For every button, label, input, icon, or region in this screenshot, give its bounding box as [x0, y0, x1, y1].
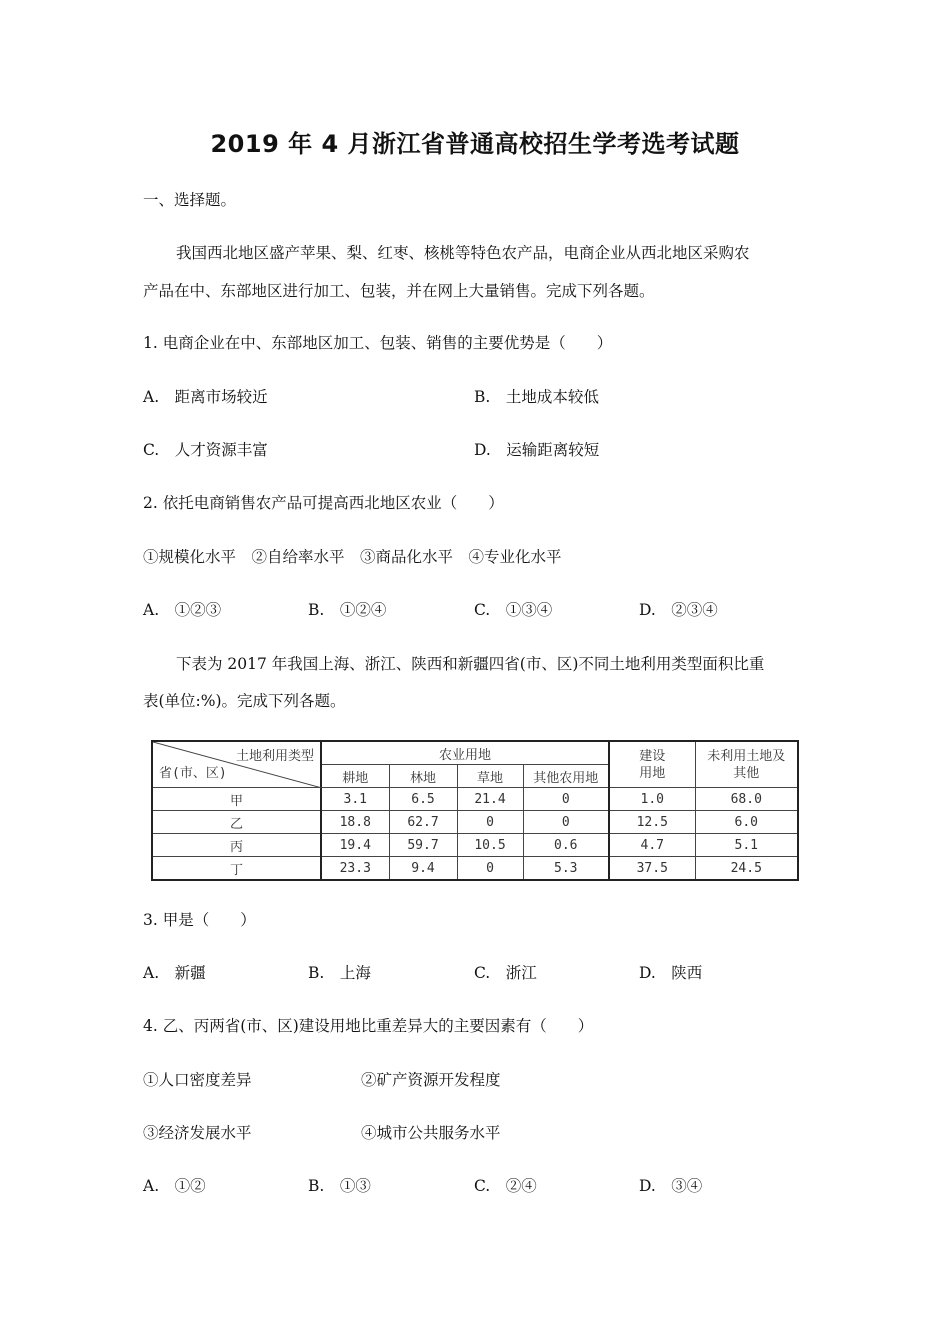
passage2-line1: 下表为 2017 年我国上海、浙江、陕西和新疆四省(市、区)不同土地利用类型面积比重 [176, 655, 765, 673]
table-row [152, 834, 798, 857]
cell-value: 59.7 [389, 834, 457, 857]
header-cultivated: 耕地 [321, 765, 389, 788]
header-grass: 草地 [457, 765, 523, 788]
table-corner-header [152, 741, 321, 788]
q2-option-d[interactable]: D. ②③④ [639, 601, 718, 619]
q3-option-d[interactable]: D. 陕西 [639, 964, 703, 982]
q4-option-c[interactable]: C. ②④ [474, 1177, 537, 1195]
cell-value: 5.1 [695, 834, 798, 857]
q2-stem: 2. 依托电商销售农产品可提高西北地区农业（ ） [143, 494, 504, 512]
q1-option-b[interactable]: B. 土地成本较低 [474, 388, 599, 406]
passage1-line1: 我国西北地区盛产苹果、梨、红枣、核桃等特色农产品，电商企业从西北地区采购农 [176, 244, 750, 262]
row-name: 丁 [152, 857, 321, 881]
corner-top-label: 土地利用类型 [235, 749, 314, 764]
row-name: 丙 [152, 834, 321, 857]
cell-value: 6.5 [389, 788, 457, 811]
q2-items: ①规模化水平 ②自给率水平 ③商品化水平 ④专业化水平 [143, 548, 562, 566]
q4-item-1: ①人口密度差异 [143, 1071, 252, 1089]
q4-option-a[interactable]: A. ①② [143, 1177, 206, 1195]
corner-bottom-label: 省(市、区) [159, 766, 227, 781]
cell-value: 0 [457, 857, 523, 881]
q4-option-b[interactable]: B. ①③ [308, 1177, 371, 1195]
table-row [152, 857, 798, 881]
table-row [152, 788, 798, 811]
page-title: 2019 年 4 月浙江省普通高校招生学考选考试题 [210, 130, 740, 158]
cell-value: 37.5 [609, 857, 695, 881]
header-build-text: 建设用地 [639, 748, 666, 781]
cell-value: 0 [457, 811, 523, 834]
cell-value: 18.8 [321, 811, 389, 834]
q4-option-d[interactable]: D. ③④ [639, 1177, 703, 1195]
cell-value: 23.3 [321, 857, 389, 881]
q2-option-b[interactable]: B. ①②④ [308, 601, 387, 619]
cell-value: 6.0 [695, 811, 798, 834]
table-row [152, 811, 798, 834]
q3-stem: 3. 甲是（ ） [143, 911, 256, 929]
q1-option-c[interactable]: C. 人才资源丰富 [143, 441, 268, 459]
q2-option-c[interactable]: C. ①③④ [474, 601, 553, 619]
q4-item-3: ③经济发展水平 [143, 1124, 252, 1142]
passage2-line2: 表(单位:%)。完成下列各题。 [143, 692, 346, 710]
land-use-table [151, 740, 799, 881]
q4-stem: 4. 乙、丙两省(市、区)建设用地比重差异大的主要因素有（ ） [143, 1017, 594, 1035]
header-forest: 林地 [389, 765, 457, 788]
header-unused-text: 未利用土地及其他 [707, 748, 786, 781]
cell-value: 68.0 [695, 788, 798, 811]
q3-option-b[interactable]: B. 上海 [308, 964, 371, 982]
section-heading: 一、选择题。 [143, 191, 237, 209]
q2-option-a[interactable]: A. ①②③ [143, 601, 222, 619]
q3-option-a[interactable]: A. 新疆 [143, 964, 206, 982]
row-name: 甲 [152, 788, 321, 811]
cell-value: 21.4 [457, 788, 523, 811]
cell-value: 10.5 [457, 834, 523, 857]
cell-value: 12.5 [609, 811, 695, 834]
header-other-agri: 其他农用地 [523, 765, 609, 788]
q4-item-4: ④城市公共服务水平 [361, 1124, 501, 1142]
q1-option-d[interactable]: D. 运输距离较短 [474, 441, 600, 459]
q3-option-c[interactable]: C. 浙江 [474, 964, 537, 982]
cell-value: 3.1 [321, 788, 389, 811]
cell-value: 0 [523, 788, 609, 811]
cell-value: 24.5 [695, 857, 798, 881]
passage1-line2: 产品在中、东部地区进行加工、包装，并在网上大量销售。完成下列各题。 [143, 282, 655, 300]
cell-value: 4.7 [609, 834, 695, 857]
cell-value: 9.4 [389, 857, 457, 881]
cell-value: 0 [523, 811, 609, 834]
cell-value: 19.4 [321, 834, 389, 857]
cell-value: 5.3 [523, 857, 609, 881]
header-build [609, 741, 695, 788]
q4-item-2: ②矿产资源开发程度 [361, 1071, 501, 1089]
cell-value: 1.0 [609, 788, 695, 811]
q1-stem: 1. 电商企业在中、东部地区加工、包装、销售的主要优势是（ ） [143, 334, 613, 352]
header-agri-group: 农业用地 [321, 741, 609, 765]
row-name: 乙 [152, 811, 321, 834]
header-unused [695, 741, 798, 788]
cell-value: 62.7 [389, 811, 457, 834]
cell-value: 0.6 [523, 834, 609, 857]
q1-option-a[interactable]: A. 距离市场较近 [143, 388, 268, 406]
